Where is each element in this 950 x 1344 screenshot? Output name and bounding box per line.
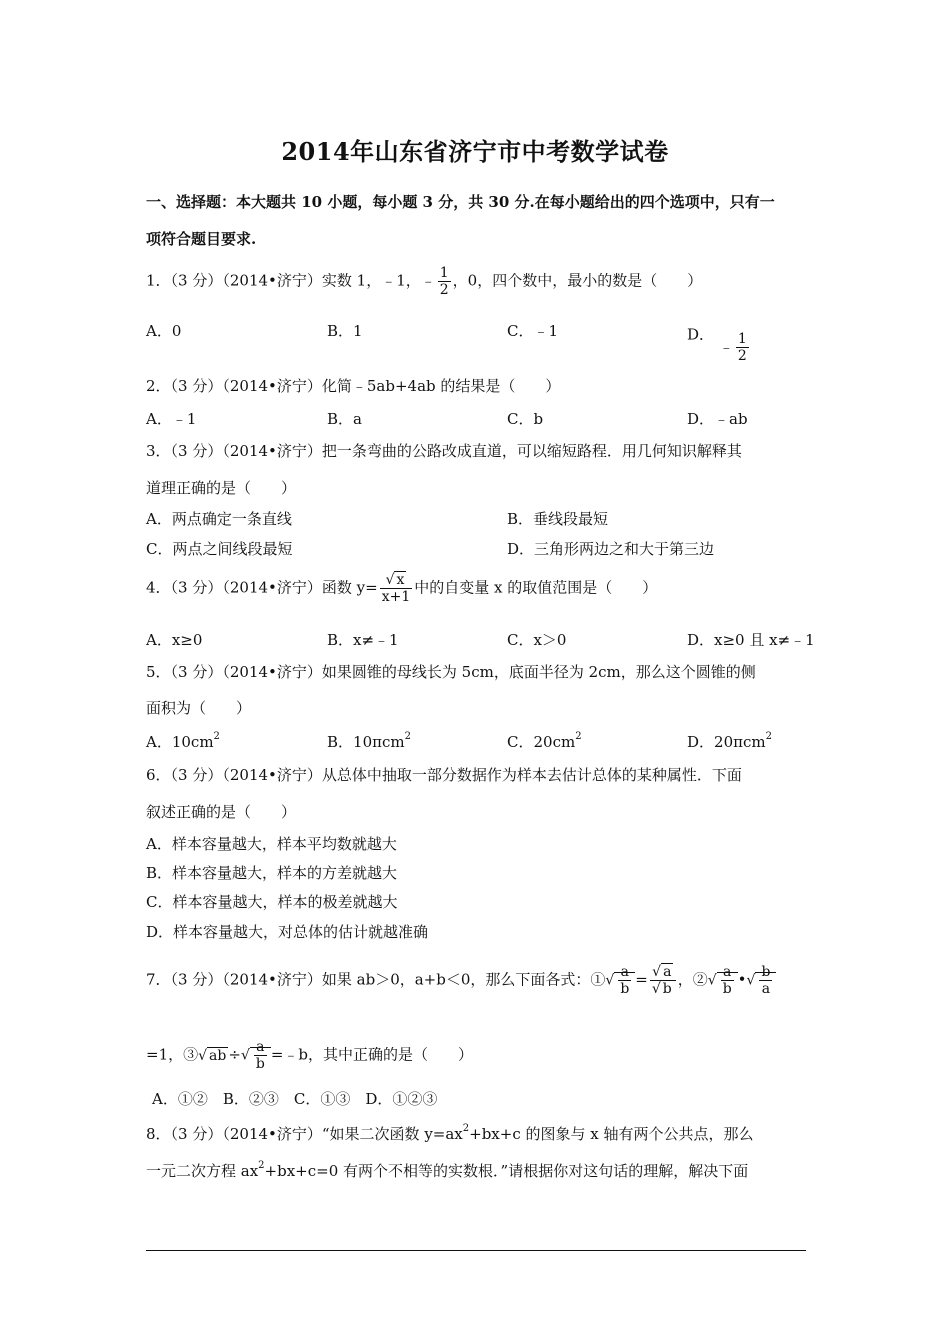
q3-option-d[interactable]: D．三角形两边之和大于第三边 (507, 540, 715, 558)
q1-option-b[interactable]: B．1 (327, 322, 363, 340)
q3-option-b[interactable]: B．垂线段最短 (507, 510, 609, 528)
question-5-stem-line2: 面积为（ ） (146, 699, 252, 717)
question-3-stem-line2: 道理正确的是（ ） (146, 479, 297, 497)
q5-option-b[interactable]: B．10πcm$^2$ (327, 731, 411, 751)
q5-option-c[interactable]: C．$20cm^2$ (507, 731, 582, 751)
q6-option-a[interactable]: A．样本容量越大，样本平均数就越大 (146, 835, 397, 853)
q4-option-d[interactable]: D．x≥0 且 x≠﹣1 (687, 631, 815, 649)
section-heading-line1: 一、选择题：本大题共 10 小题，每小题 3 分，共 30 分.在每小题给出的四个选项中，只有一 (146, 193, 775, 211)
question-4-stem: 4．（3 分）（2014•济宁）函数 y= $\frac{√ x}{x+1}$ 中的自变量 x 的取值范围是（ ） (146, 572, 658, 605)
q5-option-d[interactable]: D．20πcm$^2$ (687, 731, 772, 751)
q5-option-a[interactable]: A．$10cm^2$ (146, 731, 220, 751)
sqrt-fraction: $\frac{√ x}{x+1}$ (381, 572, 411, 605)
q3-option-a[interactable]: A．两点确定一条直线 (146, 510, 292, 528)
q4-option-b[interactable]: B．x≠﹣1 (327, 631, 399, 649)
question-5-stem-line1: 5．（3 分）（2014•济宁）如果圆锥的母线长为 5cm，底面半径为 2cm，那么这个圆锥的侧 (146, 663, 756, 681)
q1-option-a[interactable]: A．0 (146, 322, 182, 340)
question-6-stem-line2: 叙述正确的是（ ） (146, 803, 297, 821)
expr-3: √ ab (198, 1047, 227, 1064)
q2-option-b[interactable]: B．a (327, 410, 362, 428)
page-title: 2014年山东省济宁市中考数学试卷 (281, 137, 669, 166)
q4-option-c[interactable]: C．x＞0 (507, 631, 567, 649)
footer-divider (146, 1250, 806, 1251)
question-8-stem-line1: 8．（3 分）（2014•济宁）“如果二次函数 $y=ax^2+bx+c$ 的图象与 x 轴有两个公共点，那么 (146, 1123, 754, 1143)
question-3-stem-line1: 3．（3 分）（2014•济宁）把一条弯曲的公路改成直道，可以缩短路程．用几何知识解释其 (146, 442, 742, 460)
expr-2: √ $\frac{a}{b}$ (708, 965, 738, 996)
q2-option-a[interactable]: A．﹣1 (146, 410, 197, 428)
q2-option-d[interactable]: D．﹣ab (687, 410, 748, 428)
question-7-stem-line2: =1，③√ ab ÷√ $\frac{a}{b}$ =﹣b，其中正确的是（ ） (146, 1039, 473, 1072)
q3-option-c[interactable]: C．两点之间线段最短 (146, 540, 293, 558)
question-2-stem: 2．（3 分）（2014•济宁）化简﹣5ab+4ab 的结果是（ ） (146, 377, 561, 395)
question-6-stem-line1: 6．（3 分）（2014•济宁）从总体中抽取一部分数据作为样本去估计总体的某种属性．下面 (146, 766, 742, 784)
question-8-stem-line2: 一元二次方程 $ax^2+bx+c=0$ 有两个不相等的实数根．”请根据你对这句话的理解，解决下面 (146, 1160, 749, 1180)
q4-option-a[interactable]: A．x≥0 (146, 631, 203, 649)
q1-option-d[interactable]: D． ﹣ $\frac{1}{2}$ (687, 325, 747, 364)
q7-options[interactable]: A．①② B．②③ C．①③ D．①②③ (152, 1090, 438, 1108)
section-heading-line2: 项符合题目要求. (146, 230, 257, 248)
q6-option-d[interactable]: D．样本容量越大，对总体的估计就越准确 (146, 923, 429, 941)
q2-option-c[interactable]: C．b (507, 410, 544, 428)
expr-1: √ $\frac{a}{b}$ (605, 965, 635, 996)
q6-option-c[interactable]: C．样本容量越大，样本的极差就越大 (146, 893, 398, 911)
q6-option-b[interactable]: B．样本容量越大，样本的方差就越大 (146, 864, 398, 882)
fraction: $\frac{1}{2}$ (439, 265, 449, 298)
q1-option-c[interactable]: C．﹣1 (507, 322, 559, 340)
question-1-stem: 1．（3 分）（2014•济宁）实数 1，﹣1，﹣ $\frac{1}{2}$ ，0，四个数中，最小的数是（ ） (146, 265, 703, 298)
question-7-stem: 7．（3 分）（2014•济宁）如果 ab＞0，a+b＜0，那么下面各式：①√ $\frac{a}{b}$ = $\frac{√ a}{√ b}$ ，②√ $\frac{a}{b}$ •√ $\frac{b}{a}$ (146, 965, 776, 996)
